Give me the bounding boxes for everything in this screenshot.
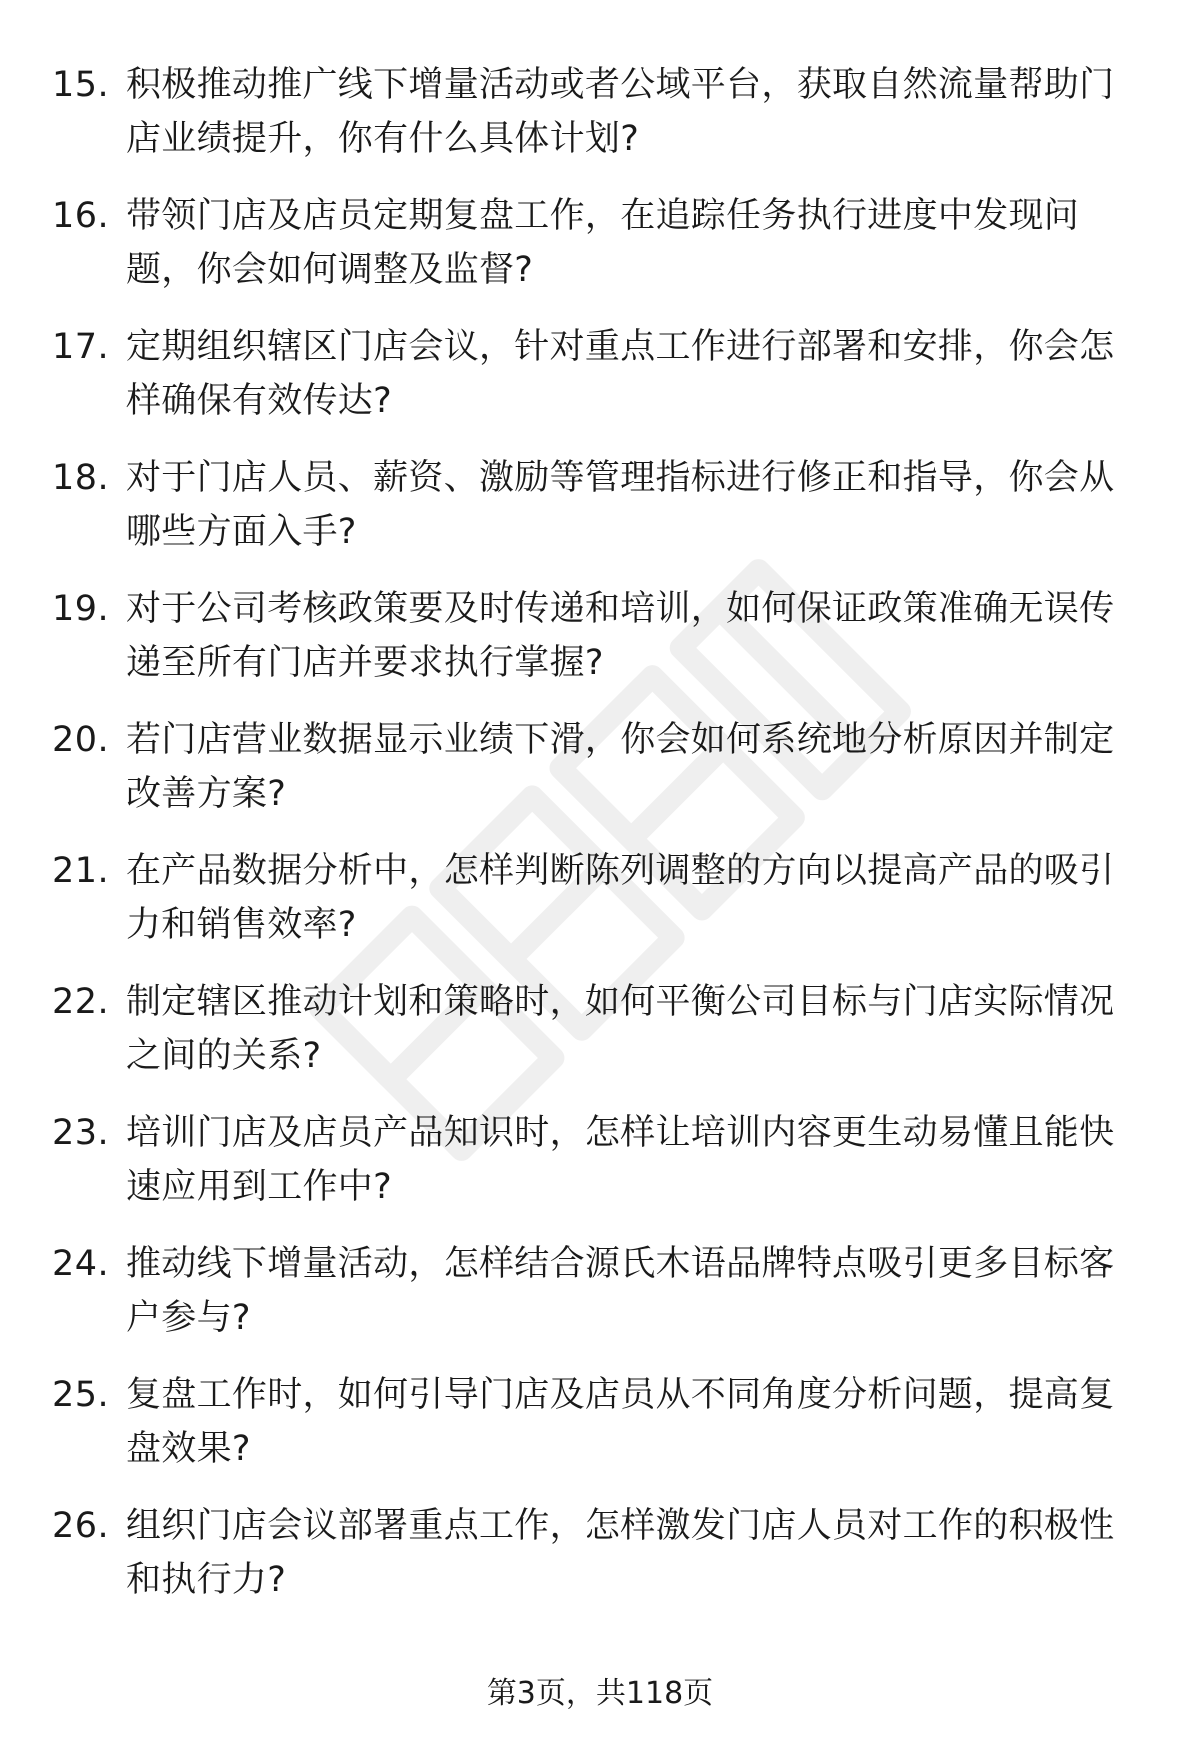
question-text: 复盘工作时，如何引导门店及店员从不同角度分析问题，提高复盘效果? (126, 1375, 1115, 1469)
question-text: 若门店营业数据显示业绩下滑，你会如何系统地分析原因并制定改善方案? (126, 720, 1115, 814)
question-item (0, 189, 1200, 320)
question-item (0, 451, 1200, 582)
question-text: 在产品数据分析中，怎样判断陈列调整的方向以提高产品的吸引力和销售效率? (126, 851, 1115, 945)
question-number: 19. (52, 589, 110, 629)
question-text: 对于门店人员、薪资、激励等管理指标进行修正和指导，你会从哪些方面入手? (126, 458, 1115, 552)
question-number: 17. (52, 327, 110, 367)
question-item (0, 1368, 1200, 1499)
question-number: 16. (52, 196, 110, 236)
question-text: 推动线下增量活动，怎样结合源氏木语品牌特点吸引更多目标客户参与? (126, 1244, 1115, 1338)
question-text: 积极推动推广线下增量活动或者公域平台，获取自然流量帮助门店业绩提升，你有什么具体计划? (126, 65, 1115, 159)
question-item (0, 320, 1200, 451)
question-list (0, 58, 1200, 1630)
question-text: 制定辖区推动计划和策略时，如何平衡公司目标与门店实际情况之间的关系? (126, 982, 1115, 1076)
question-number: 22. (52, 982, 110, 1022)
question-number: 15. (52, 65, 110, 105)
question-item (0, 1106, 1200, 1237)
question-item (0, 713, 1200, 844)
question-text: 定期组织辖区门店会议，针对重点工作进行部署和安排，你会怎样确保有效传达? (126, 327, 1115, 421)
question-item (0, 1237, 1200, 1368)
question-number: 26. (52, 1506, 110, 1546)
question-item (0, 58, 1200, 189)
question-item (0, 582, 1200, 713)
question-number: 20. (52, 720, 110, 760)
question-text: 对于公司考核政策要及时传递和培训，如何保证政策准确无误传递至所有门店并要求执行掌握? (126, 589, 1115, 683)
question-number: 24. (52, 1244, 110, 1284)
question-number: 18. (52, 458, 110, 498)
question-number: 21. (52, 851, 110, 891)
question-number: 23. (52, 1113, 110, 1153)
page-number-footer: 第3页，共118页 (486, 1676, 714, 1711)
question-number: 25. (52, 1375, 110, 1415)
question-item (0, 844, 1200, 975)
question-item (0, 975, 1200, 1106)
question-text: 培训门店及店员产品知识时，怎样让培训内容更生动易懂且能快速应用到工作中? (126, 1113, 1115, 1207)
question-text: 组织门店会议部署重点工作，怎样激发门店人员对工作的积极性和执行力? (126, 1506, 1115, 1600)
question-item (0, 1499, 1200, 1630)
question-text: 带领门店及店员定期复盘工作，在追踪任务执行进度中发现问题，你会如何调整及监督? (126, 196, 1080, 290)
